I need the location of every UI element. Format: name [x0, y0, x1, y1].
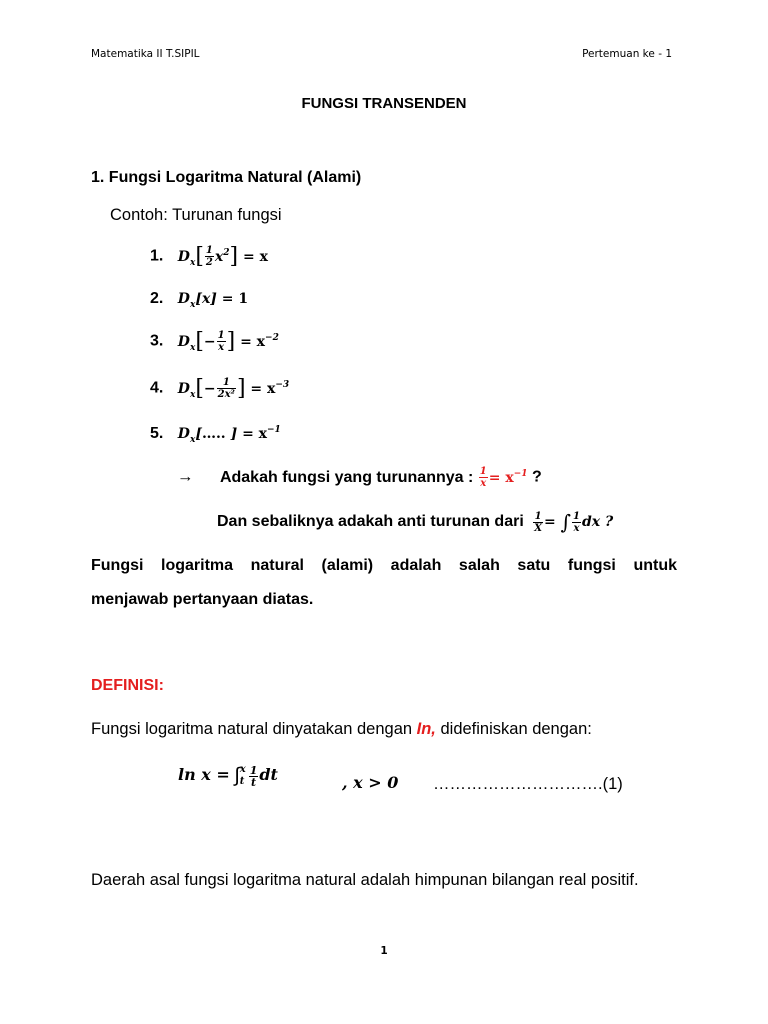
example-3	[150, 330, 279, 353]
example-4	[150, 377, 289, 400]
definition-text: Fungsi logaritma natural dinyatakan dengan In, didefiniskan dengan:	[91, 720, 592, 738]
example-intro: Contoh: Turunan fungsi	[110, 206, 282, 224]
example-4-number: 4.	[150, 379, 164, 397]
question-2-formula: $\frac{1}{X}$ = ∫ $\frac{1}{x}$ dx ?	[534, 510, 614, 534]
example-1-formula: $D_x$[ $\frac{1}{2}$ $x^2] = x$	[177, 243, 268, 269]
fraction-one-over-X: $\frac{1}{X}$	[534, 510, 542, 534]
example-2-formula: $D_x[x] = 1$	[177, 291, 249, 310]
fraction-half: $\frac{1}{2}$	[205, 245, 213, 268]
header-left: Matematika II T.SIPIL	[91, 48, 200, 60]
definition-heading: DEFINISI:	[91, 677, 164, 694]
formula-reference: ………………………….(1)	[433, 775, 623, 793]
question-1-formula: $\frac{1}{x}$ = $x^{-1}$	[479, 466, 528, 489]
fraction-one-over-x-red: $\frac{1}{x}$	[479, 466, 487, 489]
formula-lhs: ln x =	[178, 765, 230, 785]
section-heading: 1. Fungsi Logaritma Natural (Alami)	[91, 169, 362, 186]
example-5-formula: $D_x[\dots$.. ] = $x^{-1}$	[177, 425, 281, 445]
integral-limits: x t	[239, 764, 246, 787]
question-1	[177, 466, 542, 489]
fraction-one-over-x: $\frac{1}{x}$	[217, 330, 225, 353]
example-3-formula: $D_x[-$ $\frac{1}{x}$ ] = $x^{-2}$	[177, 328, 279, 354]
question-1-mark: ?	[531, 468, 542, 486]
example-3-number: 3.	[150, 332, 164, 350]
page-number: 1	[380, 945, 388, 957]
question-1-text: Adakah fungsi yang turunannya :	[219, 468, 474, 486]
fraction-one-over-t: $\frac{1}{t}$	[249, 763, 258, 789]
example-2-number: 2.	[150, 290, 164, 307]
example-1-number: 1.	[150, 247, 164, 265]
example-5	[150, 425, 281, 445]
arrow-icon: →	[177, 467, 194, 486]
formula-dt: dt	[259, 765, 278, 785]
paragraph-line-2: menjawab pertanyaan diatas.	[91, 591, 314, 608]
fraction-one-over-2x2: $\frac{1}{\text{2x²}}$	[217, 377, 235, 400]
example-2	[150, 290, 248, 310]
paragraph-line-1: Fungsi logaritma natural (alami) adalah salah satu fungsi untuk	[91, 557, 677, 574]
question-2-text: Dan sebaliknya adakah anti turunan dari	[217, 513, 524, 530]
page-title: FUNGSI TRANSENDEN	[301, 95, 467, 112]
fraction-one-over-x-integrand: $\frac{1}{x}$	[573, 510, 580, 534]
example-4-formula: $D_x[-$ $\frac{1}{\text{2x²}}$ ] = $x^{-3}$	[177, 375, 290, 401]
example-1	[150, 245, 268, 268]
formula-condition: , x > 0	[342, 773, 399, 792]
header-right: Pertemuan ke - 1	[582, 48, 672, 60]
example-5-number: 5.	[150, 425, 164, 442]
integral-icon: ∫	[234, 764, 240, 787]
domain-text: Daerah asal fungsi logaritma natural adalah himpunan bilangan real positif.	[91, 871, 639, 889]
definition-formula	[178, 764, 278, 788]
question-2	[217, 510, 613, 534]
ln-symbol: In,	[416, 720, 436, 738]
